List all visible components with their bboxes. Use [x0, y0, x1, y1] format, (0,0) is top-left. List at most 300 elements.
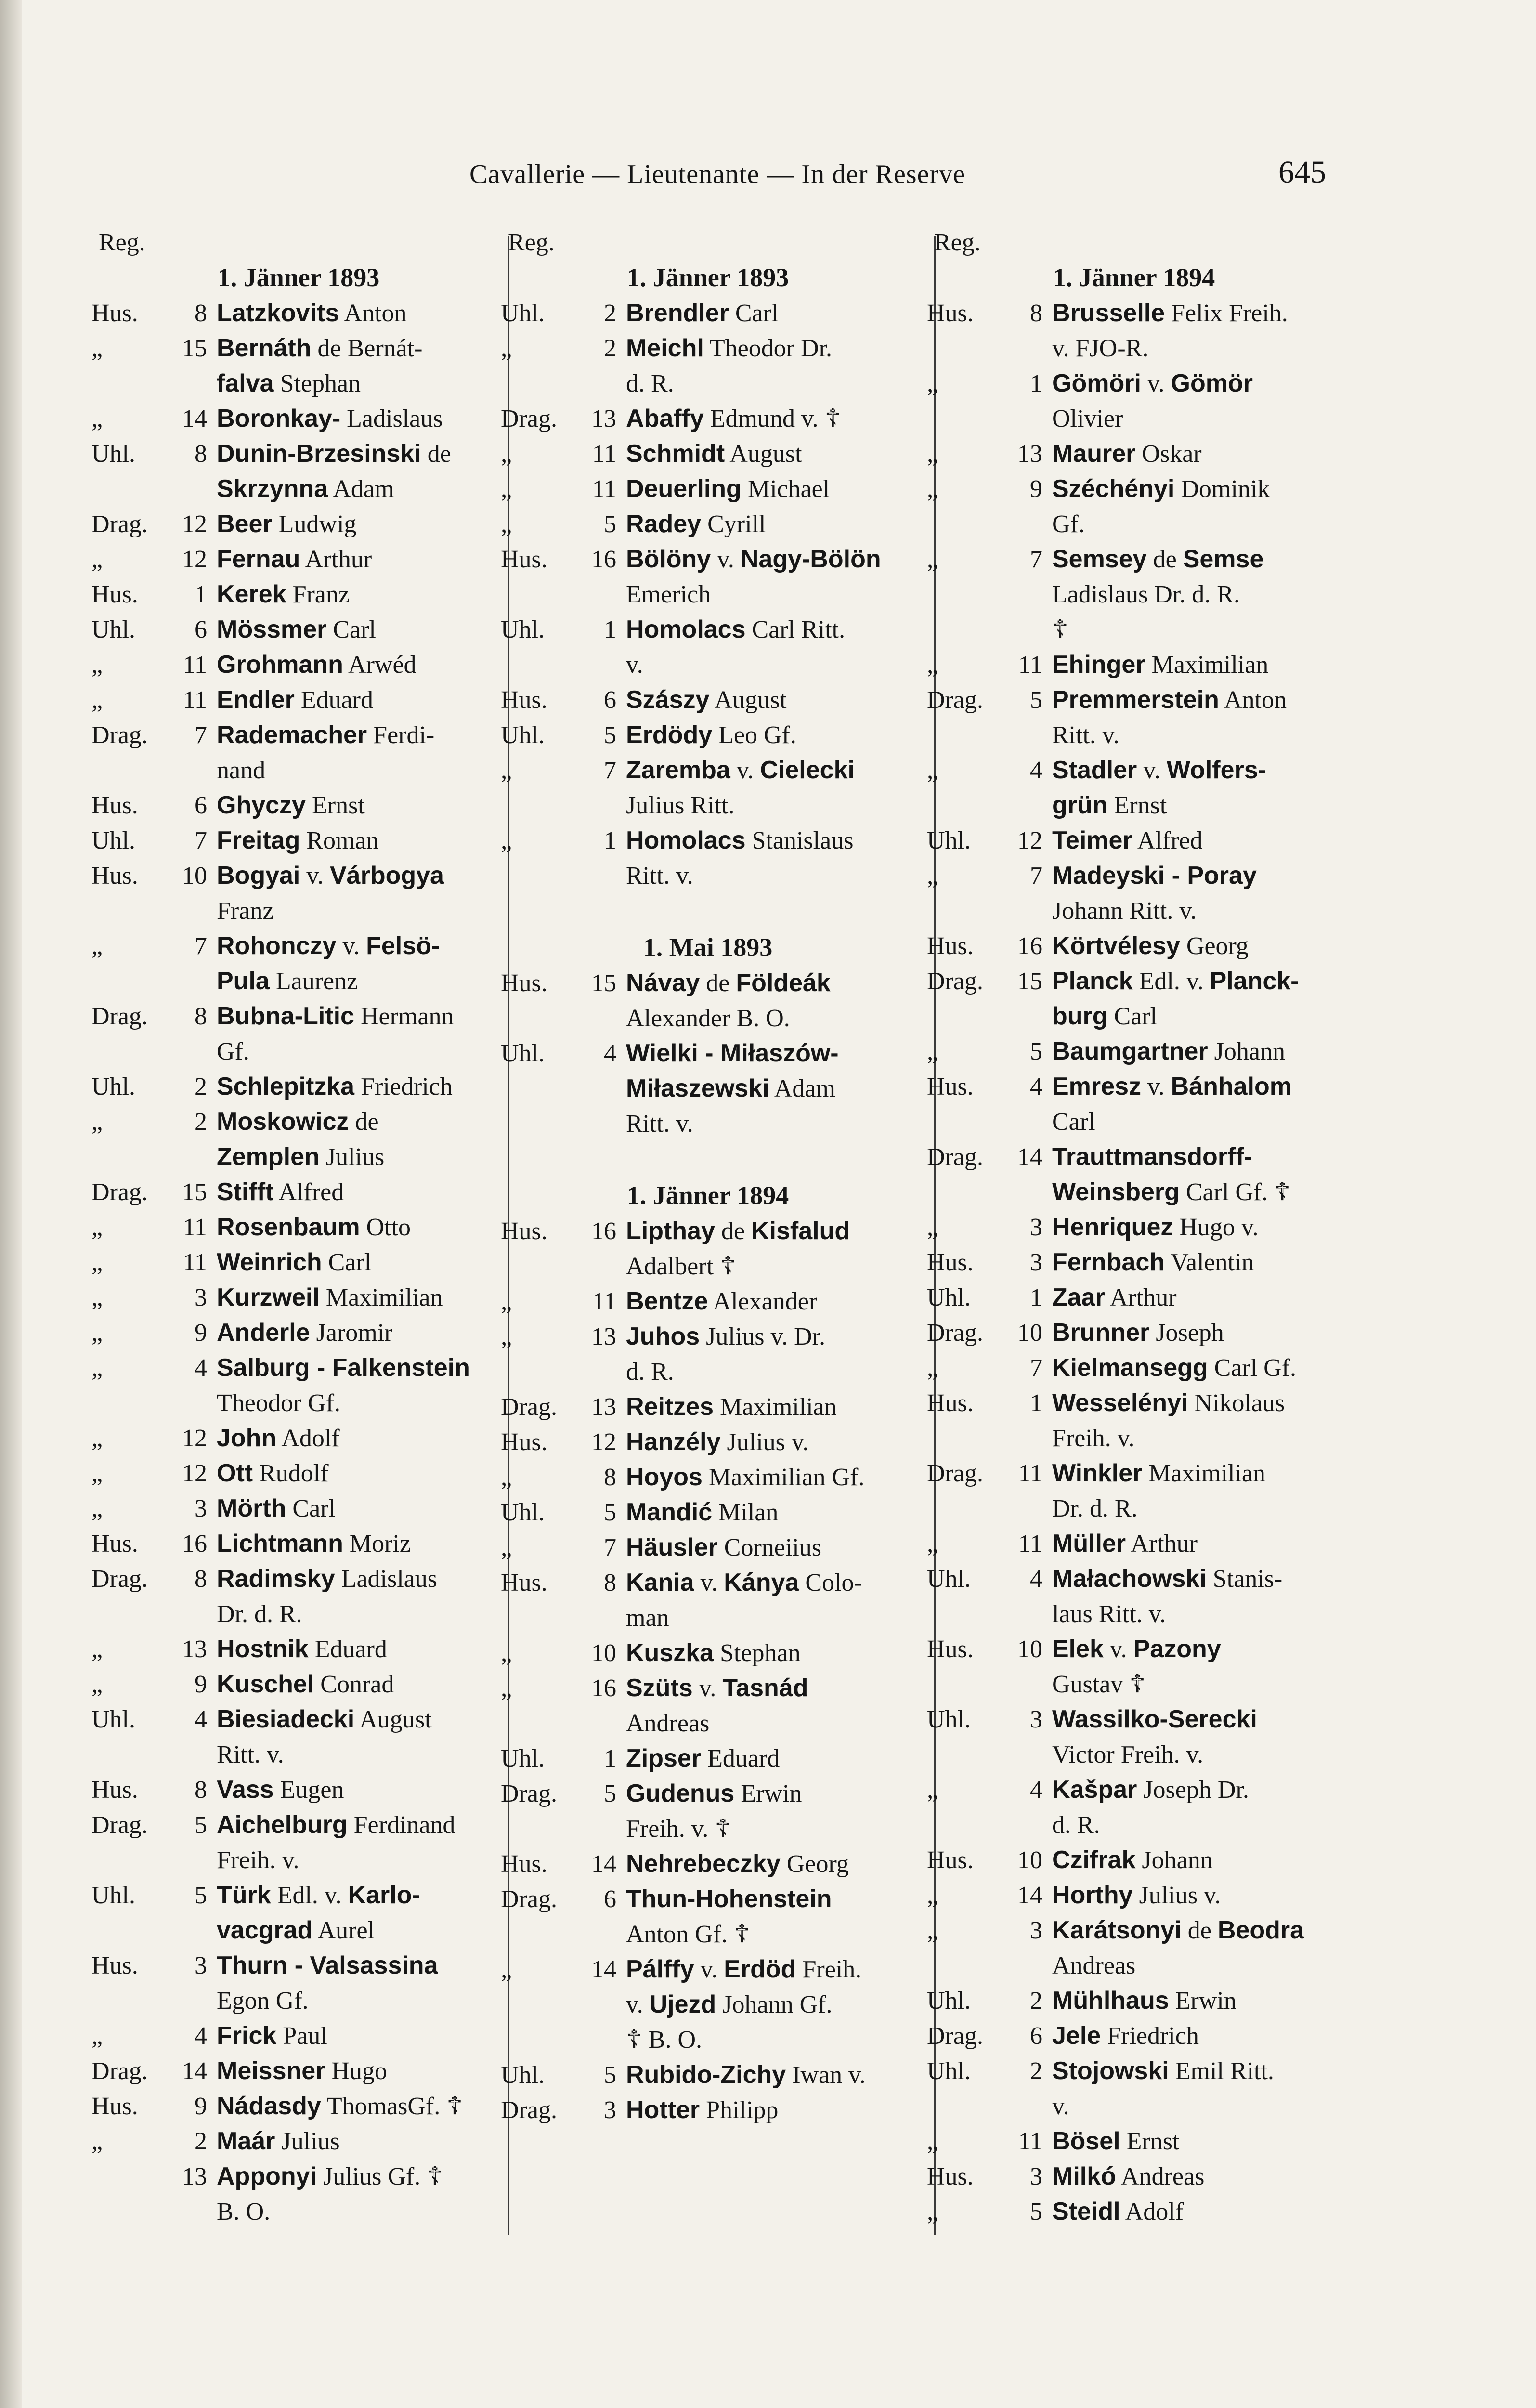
surname: Kuszka	[626, 1639, 714, 1667]
regiment-type: Drag.	[927, 1460, 983, 1487]
surname: Kania	[626, 1569, 694, 1597]
name-detail: d. R.	[626, 370, 674, 397]
regiment-number: 2	[195, 1073, 207, 1100]
regiment-number: 11	[1018, 1530, 1042, 1557]
regiment-number: 14	[1017, 1882, 1042, 1909]
name-detail: Arthur	[1131, 1530, 1198, 1557]
roster-entry	[501, 1741, 915, 1776]
name-detail-2: Johann Gf.	[716, 1991, 833, 2018]
roster-entry	[927, 1772, 1341, 1807]
officer-name	[626, 1071, 835, 1106]
name-detail: v.	[1147, 1073, 1171, 1100]
regiment-number: 14	[591, 1850, 616, 1878]
regiment-number: 6	[604, 686, 616, 714]
regiment-type: Hus.	[91, 1952, 138, 1979]
name-detail: Carl Gf.	[1214, 1354, 1297, 1382]
name-detail: Ritt. v.	[626, 862, 693, 890]
surname: Premmerstein	[1052, 686, 1219, 714]
roster-entry	[501, 1846, 915, 1882]
officer-name	[626, 1987, 833, 2022]
roster-entry	[91, 1878, 506, 1913]
roster-column-2	[501, 226, 915, 2128]
roster-entry	[927, 2054, 1341, 2089]
name-detail: Hermann	[360, 1003, 454, 1030]
name-detail: de	[706, 969, 736, 997]
entry-continuation	[501, 1706, 915, 1741]
officer-name	[217, 507, 356, 542]
officer-name	[217, 2018, 327, 2054]
name-detail: de	[1153, 546, 1183, 573]
surname: Pálffy	[626, 1955, 694, 1983]
roster-entry	[91, 1350, 506, 1386]
officer-name	[217, 1034, 249, 1069]
roster-entry	[501, 753, 915, 788]
roster-entry	[91, 682, 506, 718]
entry-continuation	[927, 1597, 1341, 1632]
officer-name	[217, 1139, 384, 1175]
roster-entry	[927, 296, 1341, 331]
name-detail: Aurel	[317, 1917, 375, 1944]
roster-entry	[927, 1913, 1341, 1948]
regiment-type: Hus.	[501, 1569, 547, 1597]
officer-name	[1052, 1667, 1145, 1702]
surname: Zaar	[1052, 1283, 1105, 1311]
roster-entry	[927, 682, 1341, 718]
officer-name	[217, 1702, 432, 1737]
name-detail: de Bernát-	[317, 335, 423, 362]
regiment-type: „	[501, 1534, 512, 1561]
roster-entry	[501, 2057, 915, 2093]
roster-entry	[91, 929, 506, 964]
name-detail: Arthur	[305, 546, 372, 573]
regiment-type: „	[91, 932, 103, 960]
officer-name	[1052, 1878, 1221, 1913]
reg-header: Reg.	[934, 229, 981, 256]
roster-entry	[501, 542, 915, 577]
name-detail: Georg	[786, 1850, 849, 1878]
officer-name	[217, 1561, 437, 1597]
roster-entry	[501, 1882, 915, 1917]
officer-name	[1052, 1350, 1296, 1386]
surname: Meissner	[217, 2057, 325, 2085]
roster-entry	[91, 1491, 506, 1526]
surname: Radimsky	[217, 1565, 335, 1593]
officer-name	[1052, 1386, 1285, 1421]
name-detail: Stephan	[720, 1639, 801, 1667]
name-detail: Dr. d. R.	[217, 1600, 302, 1628]
name-detail: Maximilian	[1148, 1460, 1265, 1487]
regiment-number: 9	[195, 2093, 207, 2120]
name-detail: Anton Gf. ☦	[626, 1921, 750, 1948]
name-detail: Corneiius	[724, 1534, 821, 1561]
name-detail: v.	[1147, 370, 1171, 397]
regiment-number: 2	[195, 2128, 207, 2155]
officer-name	[217, 893, 273, 929]
surname: Rosenbaum	[217, 1213, 360, 1241]
regiment-type: „	[927, 1354, 938, 1382]
regiment-number: 11	[592, 1288, 616, 1315]
surname: Türk	[217, 1881, 271, 1909]
regiment-type: Hus.	[501, 1428, 547, 1456]
surname: Moskowicz	[217, 1108, 349, 1136]
officer-name	[626, 507, 766, 542]
surname: Kielmansegg	[1052, 1354, 1208, 1382]
officer-name	[1052, 647, 1268, 682]
regiment-number: 12	[591, 1428, 616, 1456]
officer-name	[217, 2089, 463, 2124]
officer-name	[1052, 612, 1068, 647]
roster-entry	[91, 788, 506, 823]
name-detail: v.	[342, 932, 366, 960]
officer-name	[217, 1280, 443, 1315]
name-detail: Eduard	[300, 686, 373, 714]
regiment-type: „	[91, 1671, 103, 1698]
officer-name	[217, 2194, 270, 2229]
roster-entry	[927, 858, 1341, 893]
regiment-number: 7	[195, 932, 207, 960]
surname: Weinrich	[217, 1248, 322, 1276]
regiment-number: 3	[1030, 1214, 1042, 1241]
surname: Maurer	[1052, 440, 1136, 468]
surname: Beer	[217, 510, 273, 538]
name-detail: v. FJO-R.	[1052, 335, 1149, 362]
regiment-type: „	[91, 686, 103, 714]
officer-name	[1052, 1421, 1134, 1456]
predicate-name: Semse	[1183, 545, 1264, 573]
regiment-type: Uhl.	[927, 1987, 971, 2015]
name-detail: Stanis-	[1212, 1565, 1283, 1593]
surname: Juhos	[626, 1322, 700, 1350]
name-detail: August	[359, 1706, 432, 1733]
regiment-number: 2	[1030, 2057, 1042, 2085]
entry-continuation	[927, 1175, 1341, 1210]
regiment-number: 11	[1018, 651, 1042, 679]
regiment-number: 3	[604, 2096, 616, 2124]
surname: Kuschel	[217, 1670, 314, 1698]
officer-name	[626, 753, 855, 788]
officer-name	[1052, 823, 1203, 858]
surname: Thurn - Valsassina	[217, 1951, 438, 1979]
roster-entry	[501, 823, 915, 858]
predicate-name: Karlo-	[348, 1881, 420, 1909]
roster-entry	[91, 1632, 506, 1667]
entry-continuation	[501, 366, 915, 401]
regiment-number: 11	[1018, 2128, 1042, 2155]
officer-name	[217, 331, 423, 366]
regiment-type: „	[927, 1530, 938, 1557]
regiment-number: 8	[604, 1569, 616, 1597]
name-detail: Anton	[1224, 686, 1287, 714]
name-detail: Carl Ritt.	[752, 616, 846, 643]
regiment-type: „	[927, 1214, 938, 1241]
name-detail: Otto	[366, 1214, 411, 1241]
officer-name	[217, 296, 406, 331]
officer-name	[626, 1425, 809, 1460]
regiment-type: Hus.	[927, 1249, 974, 1276]
regiment-type: Uhl.	[927, 1284, 971, 1311]
name-detail: de	[427, 440, 451, 468]
surname: vacgrad	[217, 1916, 313, 1944]
name-detail: Adam	[333, 475, 394, 503]
predicate-name: Kisfalud	[751, 1217, 850, 1245]
regiment-number: 15	[591, 969, 616, 997]
date-heading: 1. Jänner 1894	[1053, 263, 1215, 292]
name-detail: August	[714, 686, 787, 714]
roster-entry	[927, 1526, 1341, 1561]
roster-entry	[501, 1460, 915, 1495]
regiment-type: Hus.	[91, 1776, 138, 1804]
roster-entry	[91, 858, 506, 893]
regiment-number: 2	[604, 300, 616, 327]
regiment-type: „	[501, 827, 512, 854]
regiment-type: „	[91, 1214, 103, 1241]
regiment-number: 10	[182, 862, 207, 890]
name-detail: Edmund v. ☦	[710, 405, 841, 432]
roster-entry	[91, 331, 506, 366]
regiment-type: „	[927, 1038, 938, 1065]
regiment-type: „	[91, 651, 103, 679]
surname: Bogyai	[217, 862, 300, 890]
officer-name	[626, 1600, 669, 1636]
roster-entry	[91, 1702, 506, 1737]
name-detail: August	[729, 440, 802, 468]
officer-name	[217, 612, 376, 647]
officer-name	[626, 788, 734, 823]
officer-name	[1052, 1456, 1265, 1491]
name-detail: Felix Freih.	[1171, 300, 1288, 327]
officer-name	[626, 1284, 817, 1319]
officer-name	[217, 1491, 336, 1526]
officer-name	[626, 1460, 864, 1495]
regiment-number: 1	[195, 581, 207, 608]
surname: Stojowski	[1052, 2057, 1169, 2085]
name-detail: v.	[626, 651, 643, 679]
name-detail: Philipp	[706, 2096, 779, 2124]
regiment-type: Uhl.	[501, 721, 545, 749]
regiment-number: 13	[182, 1636, 207, 1663]
officer-name	[626, 1389, 837, 1425]
name-detail: Joseph	[1156, 1319, 1224, 1347]
regiment-type: Hus.	[91, 2093, 138, 2120]
regiment-type: Hus.	[501, 969, 547, 997]
entry-continuation	[927, 1737, 1341, 1772]
regiment-type: Drag.	[501, 2096, 557, 2124]
officer-name	[217, 788, 365, 823]
name-detail: Alexander B. O.	[626, 1005, 790, 1032]
officer-name	[1052, 1139, 1252, 1175]
roster-entry	[501, 1776, 915, 1811]
roster-entry	[927, 436, 1341, 471]
date-heading: 1. Jänner 1894	[626, 1181, 789, 1210]
name-detail: Freih. v.	[1052, 1425, 1135, 1452]
regiment-type: Drag.	[927, 1319, 983, 1347]
name-detail: Alexander	[713, 1288, 818, 1315]
regiment-type: „	[501, 1464, 512, 1491]
roster-entry	[501, 401, 915, 436]
roster-entry	[927, 647, 1341, 682]
surname: Maár	[217, 2127, 275, 2155]
regiment-type: Uhl.	[501, 300, 545, 327]
entry-continuation	[501, 1071, 915, 1106]
officer-name	[217, 471, 394, 507]
name-detail: v.	[306, 862, 330, 890]
regiment-type: Drag.	[91, 721, 148, 749]
officer-name	[626, 296, 778, 331]
name-detail: Julius v. Dr.	[706, 1323, 826, 1350]
regiment-type: Hus.	[501, 1217, 547, 1245]
regiment-number: 4	[195, 1706, 207, 1733]
surname: Baumgartner	[1052, 1037, 1208, 1065]
roster-entry	[501, 612, 915, 647]
roster-entry	[91, 1175, 506, 1210]
regiment-type: „	[91, 1354, 103, 1382]
surname: Zipser	[626, 1744, 702, 1772]
entry-continuation	[501, 2022, 915, 2057]
regiment-number: 1	[604, 827, 616, 854]
officer-name	[217, 1386, 340, 1421]
regiment-number: 12	[182, 510, 207, 538]
regiment-type: Uhl.	[91, 1073, 135, 1100]
name-detail: Edl. v.	[277, 1882, 348, 1909]
surname: Mandić	[626, 1498, 713, 1526]
surname: Kašpar	[1052, 1776, 1137, 1804]
surname: Bubna-Litic	[217, 1002, 354, 1030]
regiment-number: 7	[1030, 862, 1042, 890]
officer-name	[1052, 1069, 1292, 1104]
name-detail: Dominik	[1181, 475, 1270, 503]
surname: Nehrebeczky	[626, 1850, 781, 1878]
regiment-type: Drag.	[501, 1885, 557, 1913]
regiment-number: 5	[1030, 686, 1042, 714]
name-detail: Jaromir	[316, 1319, 393, 1347]
surname: Czifrak	[1052, 1846, 1136, 1874]
name-detail: Iwan v.	[792, 2061, 866, 2089]
regiment-type: „	[501, 335, 512, 362]
regiment-number: 11	[182, 651, 207, 679]
surname: Bernáth	[217, 334, 312, 362]
regiment-type: Uhl.	[91, 1882, 135, 1909]
roster-entry	[501, 1214, 915, 1249]
name-detail: Freih. v. ☦	[626, 1815, 731, 1843]
officer-name	[1052, 436, 1202, 471]
predicate-name: Tasnád	[722, 1674, 808, 1702]
name-detail: Victor Freih. v.	[1052, 1741, 1204, 1768]
name-detail: v.	[700, 1956, 724, 1983]
officer-name	[1052, 296, 1288, 331]
officer-name	[217, 1421, 340, 1456]
officer-name	[1052, 1315, 1224, 1350]
entry-continuation	[91, 366, 506, 401]
officer-name	[217, 1597, 302, 1632]
entry-continuation	[927, 577, 1341, 612]
officer-name	[626, 331, 832, 366]
name-detail: de	[355, 1108, 379, 1136]
regiment-number: 4	[1030, 1565, 1042, 1593]
officer-name	[626, 1530, 821, 1565]
name-detail: Ritt. v.	[217, 1741, 284, 1768]
surname: John	[217, 1424, 277, 1452]
surname: Kerek	[217, 580, 286, 608]
regiment-number: 3	[1030, 2163, 1042, 2190]
name-detail: v.	[700, 1569, 724, 1597]
regiment-number: 13	[591, 1393, 616, 1421]
name-detail: Carl Gf. ☦	[1185, 1178, 1291, 1206]
name-detail: ThomasGf. ☦	[326, 2093, 463, 2120]
regiment-number: 15	[1017, 968, 1042, 995]
officer-name	[217, 718, 434, 753]
officer-name	[626, 1917, 750, 1952]
officer-name	[1052, 1210, 1259, 1245]
entry-continuation	[501, 1987, 915, 2022]
surname: Aichelburg	[217, 1811, 348, 1839]
regiment-type: „	[927, 757, 938, 784]
officer-name	[626, 366, 674, 401]
surname: Abaffy	[626, 405, 704, 432]
officer-name	[217, 1948, 438, 1983]
surname: Winkler	[1052, 1459, 1143, 1487]
roster-column-1	[91, 226, 506, 2229]
officer-name	[1052, 1034, 1285, 1069]
roster-entry	[91, 2054, 506, 2089]
officer-name	[626, 1741, 780, 1776]
officer-name	[1052, 893, 1197, 929]
roster-entry	[91, 2018, 506, 2054]
officer-name	[626, 2093, 778, 2128]
regiment-number: 11	[592, 440, 616, 468]
regiment-type: Drag.	[927, 686, 983, 714]
regiment-number: 2	[195, 1108, 207, 1136]
surname: Wesselényi	[1052, 1389, 1188, 1417]
regiment-type: „	[927, 651, 938, 679]
roster-entry	[91, 1948, 506, 1983]
regiment-type: „	[91, 335, 103, 362]
regiment-type: „	[91, 1284, 103, 1311]
name-detail: Ludwig	[278, 510, 357, 538]
predicate-name: Planck-	[1210, 967, 1299, 995]
officer-name	[626, 542, 881, 577]
entry-continuation	[501, 1917, 915, 1952]
regiment-type: „	[91, 1249, 103, 1276]
name-detail: Alfred	[1137, 827, 1203, 854]
regiment-type: Hus.	[927, 300, 974, 327]
surname: Zemplen	[217, 1143, 320, 1171]
roster-entry	[927, 1315, 1341, 1350]
regiment-number: 1	[604, 1745, 616, 1772]
entry-continuation	[927, 331, 1341, 366]
officer-name	[1052, 471, 1270, 507]
name-detail: Friedrich	[1107, 2022, 1199, 2050]
roster-entry	[91, 1245, 506, 1280]
regiment-type: Drag.	[927, 2022, 983, 2050]
surname: Weinsberg	[1052, 1178, 1180, 1206]
surname: Návay	[626, 969, 700, 997]
regiment-number: 14	[591, 1956, 616, 1983]
roster-entry	[501, 1495, 915, 1530]
roster-entry	[91, 1772, 506, 1807]
officer-name	[626, 612, 845, 647]
regiment-type: Hus.	[91, 792, 138, 819]
name-detail: v.	[736, 757, 760, 784]
officer-name	[1052, 2054, 1274, 2089]
regiment-number: 8	[604, 1464, 616, 1491]
regiment-number: 4	[1030, 757, 1042, 784]
officer-name	[217, 753, 265, 788]
name-detail: v.	[1143, 757, 1167, 784]
name-detail: Ernst	[312, 792, 365, 819]
reg-header: Reg.	[508, 229, 555, 256]
officer-name	[1052, 2194, 1184, 2229]
name-detail: Johann Ritt. v.	[1052, 897, 1197, 925]
